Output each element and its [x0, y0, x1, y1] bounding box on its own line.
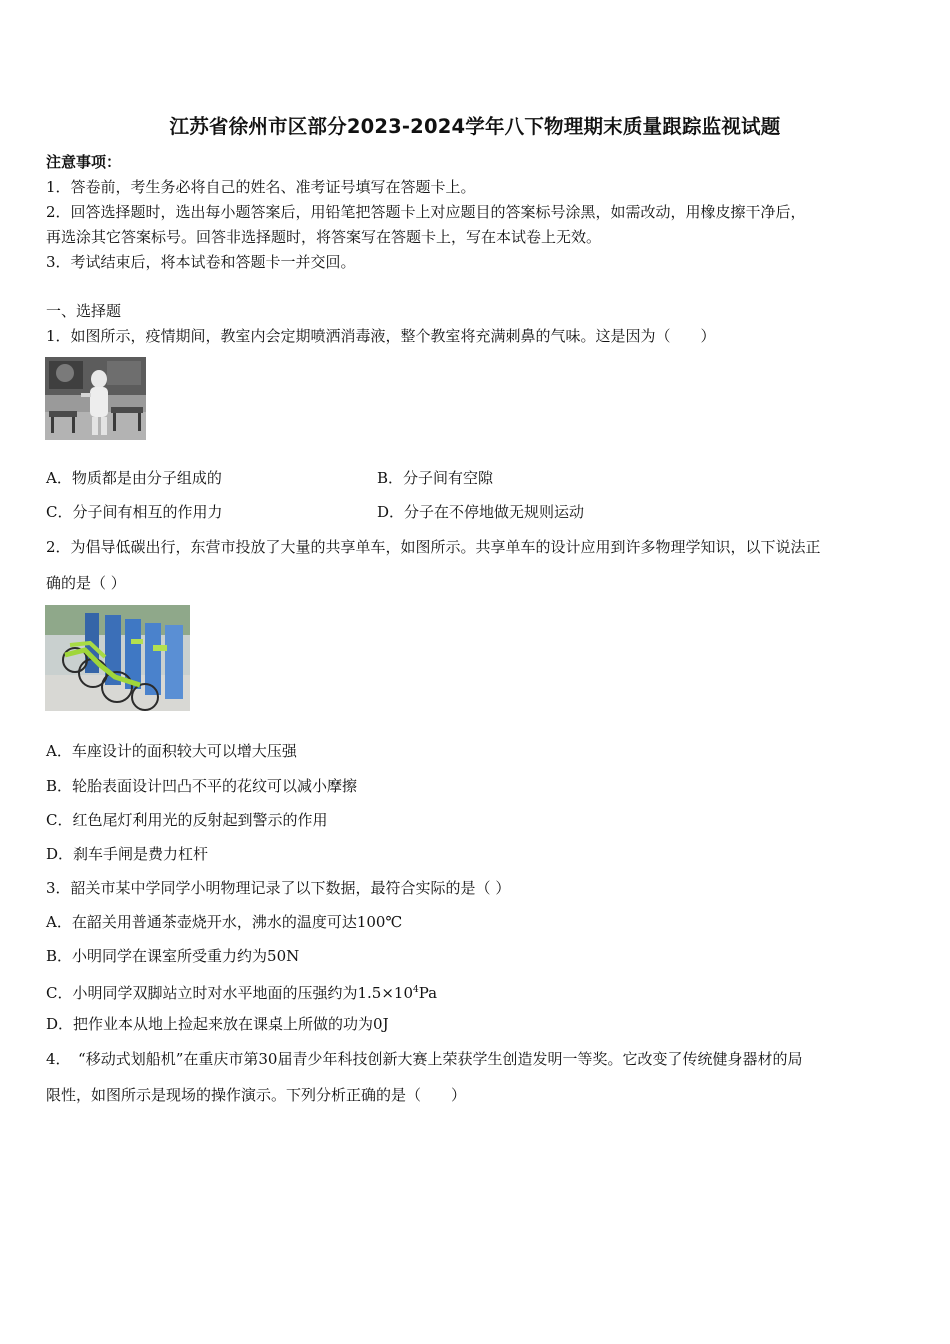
classroom-disinfection-photo — [45, 357, 146, 440]
q3-option-c — [46, 980, 437, 1003]
question-2-stem-line1: 2．为倡导低碳出行，东营市投放了大量的共享单车，如图所示。共享单车的设计应用到许多物理学知识，以下说法正 — [46, 538, 821, 556]
q2-option-c: C．红色尾灯利用光的反射起到警示的作用 — [46, 811, 328, 829]
q3-option-c-unit: Pa — [418, 984, 438, 1002]
q3-option-c-exponent: 4 — [413, 985, 419, 995]
q3-option-b: B．小明同学在课室所受重力约为50N — [46, 947, 300, 965]
shared-bikes-photo — [45, 605, 190, 711]
classroom-photo-graphic — [45, 357, 146, 440]
question-4-stem-line1: 4． “移动式划船机”在重庆市第30届青少年科技创新大赛上荣获学生创造发明一等奖。它改变了传统健身器材的局 — [46, 1050, 803, 1068]
q2-option-a: A．车座设计的面积较大可以增大压强 — [46, 742, 297, 760]
note-item: 再选涂其它答案标号。回答非选择题时，将答案写在答题卡上，写在本试卷上无效。 — [46, 228, 602, 246]
question-2-stem-line2: 确的是（ ） — [46, 574, 126, 592]
q1-option-d: D．分子在不停地做无规则运动 — [377, 503, 585, 521]
question-3-stem: 3．韶关市某中学同学小明物理记录了以下数据，最符合实际的是（ ） — [46, 879, 511, 897]
note-item: 3．考试结束后，将本试卷和答题卡一并交回。 — [46, 253, 356, 271]
question-4-stem-line2: 限性，如图所示是现场的操作演示。下列分析正确的是（ ） — [46, 1086, 467, 1104]
q2-option-b: B．轮胎表面设计凹凸不平的花纹可以减小摩擦 — [46, 777, 358, 795]
q3-option-d: D．把作业本从地上捡起来放在课桌上所做的功为0J — [46, 1015, 389, 1033]
note-item: 2．回答选择题时，选出每小题答案后，用铅笔把答题卡上对应题目的答案标号涂黑，如需改动，用橡皮擦干净后， — [46, 203, 806, 221]
q1-option-a: A．物质都是由分子组成的 — [46, 469, 222, 487]
q3-option-c-text: C．小明同学双脚站立时对水平地面的压强约为1.5×10 — [46, 984, 413, 1002]
q2-option-d: D．刹车手闸是费力杠杆 — [46, 845, 209, 863]
shared-bikes-graphic — [45, 605, 190, 711]
section-heading: 一、选择题 — [46, 302, 122, 320]
page-title: 江苏省徐州市区部分2023-2024学年八下物理期末质量跟踪监视试题 — [169, 115, 781, 138]
q1-option-b: B．分子间有空隙 — [377, 469, 494, 487]
notes-heading: 注意事项： — [46, 153, 122, 171]
question-1-stem: 1．如图所示，疫情期间，教室内会定期喷洒消毒液，整个教室将充满刺鼻的气味。这是因为（ ） — [46, 327, 716, 345]
q3-option-a: A．在韶关用普通茶壶烧开水，沸水的温度可达100℃ — [46, 913, 403, 931]
note-item: 1．答卷前，考生务必将自己的姓名、准考证号填写在答题卡上。 — [46, 178, 476, 196]
q1-option-c: C．分子间有相互的作用力 — [46, 503, 223, 521]
